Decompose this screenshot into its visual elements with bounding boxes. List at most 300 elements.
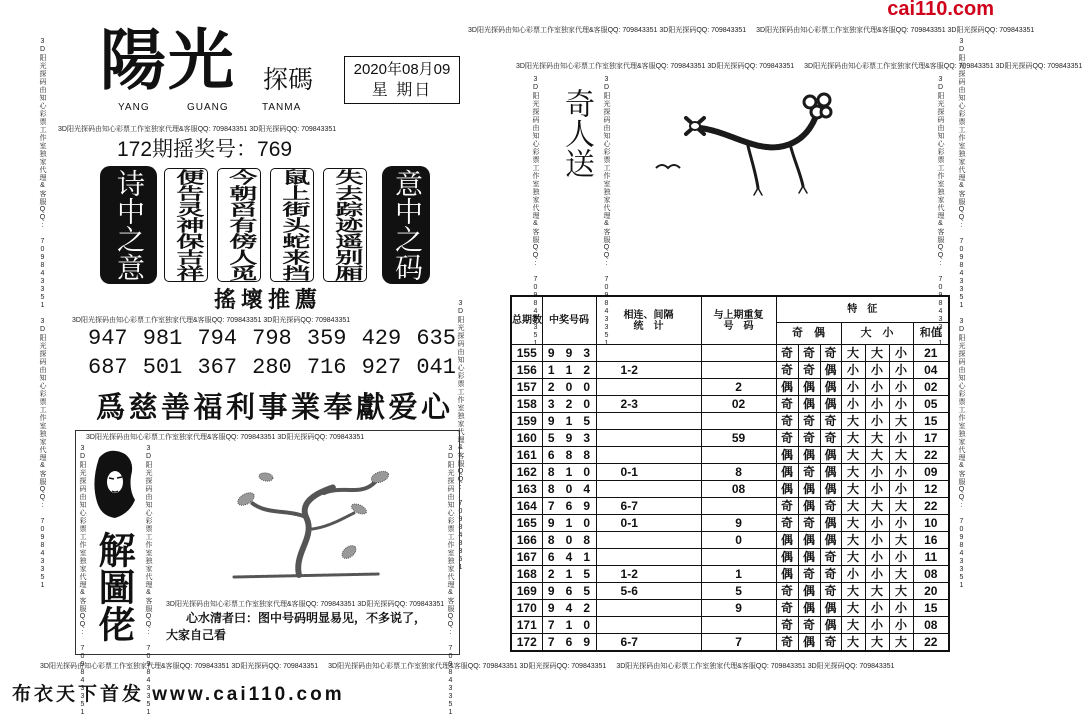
watermark-text: 3D阳光探码由知心彩票工作室独家代理&客服QQ: 709843351 <box>145 445 152 717</box>
repeat-cell: 08 <box>701 481 776 498</box>
recommend-number: 927 <box>361 355 402 380</box>
poem-column <box>270 168 314 282</box>
table-header-row <box>511 296 949 323</box>
size-cell: 小 <box>865 379 889 396</box>
table-row <box>511 549 949 566</box>
parity-cell: 偶 <box>820 464 841 481</box>
size-cell: 小 <box>889 515 913 532</box>
col-header-line: 号 码 <box>723 320 754 332</box>
parity-cell: 奇 <box>776 345 798 362</box>
sum-cell: 22 <box>913 634 949 652</box>
bird-panel-title: 奇人送 <box>560 88 593 178</box>
digit-cell: 3 <box>578 430 596 447</box>
parity-cell: 奇 <box>776 362 798 379</box>
sum-cell: 15 <box>913 600 949 617</box>
watermark-text: 3D阳光探码由知心彩票工作室独家代理&客服QQ: 709843351 3D阳光探码QQ: 709843351 <box>468 27 747 34</box>
parity-cell: 偶 <box>820 481 841 498</box>
parity-cell: 偶 <box>820 617 841 634</box>
draw-result-label: 172期摇奖号：769 <box>117 138 293 161</box>
sum-cell: 20 <box>913 583 949 600</box>
size-cell: 大 <box>889 498 913 515</box>
table-row <box>511 617 949 634</box>
logo-romanized-word: TANMA <box>262 102 302 113</box>
parity-cell: 偶 <box>776 566 798 583</box>
issue-cell: 168 <box>511 566 542 583</box>
digit-cell: 0 <box>578 464 596 481</box>
issue-cell: 157 <box>511 379 542 396</box>
table-row <box>511 413 949 430</box>
sum-cell: 22 <box>913 498 949 515</box>
digit-cell: 2 <box>578 600 596 617</box>
table-row <box>511 600 949 617</box>
watermark-line <box>72 317 452 325</box>
sum-cell: 09 <box>913 464 949 481</box>
digit-cell: 0 <box>578 379 596 396</box>
recommend-number: 716 <box>306 355 347 380</box>
size-cell: 小 <box>889 617 913 634</box>
size-cell: 大 <box>841 532 865 549</box>
parity-cell: 奇 <box>820 498 841 515</box>
parity-cell: 奇 <box>820 345 841 362</box>
repeat-cell: 9 <box>701 515 776 532</box>
digit-cell: 1 <box>560 464 578 481</box>
size-cell: 大 <box>889 532 913 549</box>
watermark-strip <box>531 76 540 348</box>
size-cell: 大 <box>841 634 865 652</box>
parity-cell: 偶 <box>798 583 820 600</box>
publisher-footer: 布衣天下首发 www.cai110.com <box>12 684 345 705</box>
table-row <box>511 498 949 515</box>
digit-cell: 2 <box>578 362 596 379</box>
size-cell: 大 <box>889 634 913 652</box>
digit-cell: 1 <box>560 566 578 583</box>
sum-cell: 08 <box>913 617 949 634</box>
parity-cell: 奇 <box>798 413 820 430</box>
col-header-line: 相连、间隔 <box>623 309 674 321</box>
size-cell: 大 <box>841 617 865 634</box>
table-row <box>511 481 949 498</box>
watermark-line <box>166 601 446 609</box>
issue-cell: 162 <box>511 464 542 481</box>
size-cell: 大 <box>841 464 865 481</box>
digit-cell: 1 <box>560 617 578 634</box>
size-cell: 大 <box>889 583 913 600</box>
issue-cell: 161 <box>511 447 542 464</box>
parity-cell: 奇 <box>776 413 798 430</box>
digit-cell: 6 <box>560 583 578 600</box>
repeat-cell <box>701 498 776 515</box>
branch <box>700 116 816 195</box>
digit-cell: 9 <box>560 345 578 362</box>
link-cell: 1-2 <box>596 362 701 379</box>
digit-cell: 8 <box>560 447 578 464</box>
size-cell: 小 <box>889 600 913 617</box>
sum-cell: 21 <box>913 345 949 362</box>
digit-cell: 6 <box>542 447 560 464</box>
size-cell: 小 <box>841 396 865 413</box>
digit-cell: 9 <box>578 634 596 652</box>
digit-cell: 5 <box>578 413 596 430</box>
digit-cell: 6 <box>560 634 578 652</box>
size-cell: 小 <box>865 413 889 430</box>
link-cell: 2-3 <box>596 396 701 413</box>
size-cell: 小 <box>865 464 889 481</box>
watermark-text: 3D阳光探码由知心彩票工作室独家代理&客服QQ: 709843351 3D阳光探码QQ: 709843351 <box>86 434 365 441</box>
size-cell: 小 <box>889 549 913 566</box>
repeat-cell: 59 <box>701 430 776 447</box>
watermark-text: 3D阳光探码由知心彩票工作室独家代理&客服QQ: 709843351 3D阳光探码QQ: 709843351 <box>166 601 445 608</box>
digit-cell: 4 <box>560 549 578 566</box>
recommend-title: 搖壞推薦 <box>214 287 323 312</box>
issue-cell: 170 <box>511 600 542 617</box>
watermark-text: 3D阳光探码由知心彩票工作室独家代理&客服QQ: 709843351 <box>39 38 46 310</box>
digit-cell: 1 <box>560 515 578 532</box>
size-cell: 大 <box>865 430 889 447</box>
recommend-number: 429 <box>361 326 402 351</box>
bird-branch-illustration <box>640 84 850 199</box>
digit-cell: 5 <box>578 583 596 600</box>
digit-cell: 5 <box>578 566 596 583</box>
digit-cell: 4 <box>578 481 596 498</box>
size-cell: 小 <box>841 379 865 396</box>
parity-cell: 偶 <box>776 532 798 549</box>
parity-cell: 偶 <box>776 481 798 498</box>
issue-cell: 165 <box>511 515 542 532</box>
parity-cell: 奇 <box>798 515 820 532</box>
puzzle-title: 解圖佬 <box>92 531 133 642</box>
issue-cell: 156 <box>511 362 542 379</box>
parity-cell: 偶 <box>820 447 841 464</box>
draw-history-table <box>510 295 950 652</box>
size-cell: 大 <box>841 600 865 617</box>
repeat-cell: 0 <box>701 532 776 549</box>
link-cell <box>596 447 701 464</box>
parity-cell: 奇 <box>776 515 798 532</box>
col-header-parity: 奇 偶 <box>776 323 841 345</box>
link-cell <box>596 379 701 396</box>
col-header-sum: 和值 <box>913 323 949 345</box>
sum-cell: 17 <box>913 430 949 447</box>
size-cell: 小 <box>889 464 913 481</box>
issue-cell: 172 <box>511 634 542 652</box>
poem-column <box>164 168 208 282</box>
size-cell: 大 <box>841 430 865 447</box>
flying-bird <box>656 165 680 168</box>
parity-cell: 偶 <box>820 515 841 532</box>
parity-cell: 奇 <box>776 583 798 600</box>
issue-cell: 160 <box>511 430 542 447</box>
poem-line: 今朝舀有傍人觅 <box>225 169 255 281</box>
watermark-text: 3D阳光探码由知心彩票工作室独家代理&客服QQ: 709843351 3D阳光探码QQ: 709843351 <box>756 27 1035 34</box>
logo-subtitle: 探碼 <box>263 67 314 94</box>
digit-cell: 8 <box>542 532 560 549</box>
parity-cell: 奇 <box>776 600 798 617</box>
watermark-text: 3D阳光探码由知心彩票工作室独家代理&客服QQ: 709843351 3D阳光探码QQ: 709843351 <box>804 63 1083 70</box>
size-cell: 大 <box>841 549 865 566</box>
parity-cell: 奇 <box>798 362 820 379</box>
table-row <box>511 362 949 379</box>
sum-cell: 02 <box>913 379 949 396</box>
watermark-strip <box>446 445 455 717</box>
parity-cell: 奇 <box>820 634 841 652</box>
parity-cell: 偶 <box>820 600 841 617</box>
recommend-number: 041 <box>416 355 456 380</box>
issue-cell: 158 <box>511 396 542 413</box>
watermark-strip-left <box>38 38 47 648</box>
digit-cell: 9 <box>542 583 560 600</box>
digit-cell: 0 <box>578 515 596 532</box>
link-cell: 6-7 <box>596 498 701 515</box>
size-cell: 小 <box>841 362 865 379</box>
repeat-cell: 8 <box>701 464 776 481</box>
digit-cell: 1 <box>542 362 560 379</box>
col-header-size: 大 小 <box>841 323 913 345</box>
size-cell: 大 <box>841 498 865 515</box>
sum-cell: 04 <box>913 362 949 379</box>
date-box <box>344 56 460 104</box>
watermark-text: 3D阳光探码由知心彩票工作室独家代理&客服QQ: 709843351 <box>937 76 944 348</box>
repeat-cell: 9 <box>701 600 776 617</box>
size-cell: 小 <box>889 362 913 379</box>
watermark-text: 3D阳光探码由知心彩票工作室独家代理&客服QQ: 709843351 <box>79 445 86 717</box>
size-cell: 大 <box>841 413 865 430</box>
watermark-strip <box>144 445 153 717</box>
recommend-number: 981 <box>142 326 183 351</box>
issue-cell: 155 <box>511 345 542 362</box>
repeat-cell: 02 <box>701 396 776 413</box>
digit-cell: 8 <box>542 464 560 481</box>
col-header-issue: 总期数 <box>511 296 542 345</box>
recommend-number: 798 <box>252 326 292 351</box>
digit-cell: 8 <box>578 532 596 549</box>
size-cell: 大 <box>865 345 889 362</box>
issue-cell: 166 <box>511 532 542 549</box>
site-brand-link[interactable]: cai110.com <box>887 0 994 20</box>
link-cell: 6-7 <box>596 634 701 652</box>
parity-cell: 偶 <box>798 600 820 617</box>
digit-cell: 0 <box>578 396 596 413</box>
table-row <box>511 515 949 532</box>
watermark-line <box>58 126 448 134</box>
digit-cell: 2 <box>542 379 560 396</box>
parity-cell: 奇 <box>776 498 798 515</box>
size-cell: 大 <box>865 447 889 464</box>
recommend-number: 501 <box>142 355 183 380</box>
watermark-text: 3D阳光探码由知心彩票工作室独家代理&客服QQ: 709843351 3D阳光探码QQ: 709843351 <box>72 317 351 324</box>
sum-cell: 22 <box>913 447 949 464</box>
watermark-text: 3D阳光探码由知心彩票工作室独家代理&客服QQ: 709843351 3D阳光探码QQ: 709843351 <box>616 663 895 670</box>
link-cell: 1-2 <box>596 566 701 583</box>
size-cell: 小 <box>841 566 865 583</box>
puzzle-comment: 心水清者曰：图中号码明显易见，不多说了， <box>186 611 427 625</box>
recommend-number: 687 <box>88 355 128 380</box>
digit-cell: 0 <box>560 481 578 498</box>
watermark-text: 3D阳光探码由知心彩票工作室独家代理&客服QQ: 709843351 <box>447 445 454 717</box>
size-cell: 小 <box>865 481 889 498</box>
watermark-text: 3D阳光探码由知心彩票工作室独家代理&客服QQ: 709843351 <box>532 76 539 348</box>
size-cell: 大 <box>865 583 889 600</box>
sum-cell: 16 <box>913 532 949 549</box>
table-body <box>511 345 949 652</box>
table-row <box>511 379 949 396</box>
watermark-line-top <box>468 27 1035 35</box>
size-cell: 小 <box>865 566 889 583</box>
parity-cell: 奇 <box>776 617 798 634</box>
table-row <box>511 345 949 362</box>
issue-cell: 163 <box>511 481 542 498</box>
poem-column <box>217 168 261 282</box>
watermark-text: 3D阳光探码由知心彩票工作室独家代理&客服QQ: 709843351 <box>603 76 610 348</box>
logo-title: 陽光 <box>100 25 236 98</box>
digit-cell: 1 <box>560 362 578 379</box>
digit-cell: 7 <box>542 498 560 515</box>
size-cell: 大 <box>889 413 913 430</box>
digit-cell: 1 <box>578 549 596 566</box>
recommend-row <box>88 327 456 351</box>
col-header-numbers: 中奖号码 <box>542 296 596 345</box>
digit-cell: 0 <box>560 379 578 396</box>
repeat-cell <box>701 617 776 634</box>
link-cell: 5-6 <box>596 583 701 600</box>
parity-cell: 偶 <box>798 447 820 464</box>
issue-cell: 169 <box>511 583 542 600</box>
table-row <box>511 634 949 652</box>
size-cell: 小 <box>865 549 889 566</box>
col-header-features: 特 征 <box>776 296 949 323</box>
link-cell <box>596 617 701 634</box>
repeat-cell <box>701 447 776 464</box>
digit-cell: 9 <box>542 600 560 617</box>
repeat-cell: 7 <box>701 634 776 652</box>
digit-cell: 1 <box>560 413 578 430</box>
issue-cell: 159 <box>511 413 542 430</box>
poem-column <box>323 168 367 282</box>
parity-cell: 奇 <box>820 413 841 430</box>
portrait-illustration <box>91 448 136 526</box>
size-cell: 大 <box>865 498 889 515</box>
size-cell: 小 <box>865 617 889 634</box>
link-cell <box>596 481 701 498</box>
poem-tag-right: 意中之码 <box>382 166 430 284</box>
col-header-repeat <box>701 296 776 345</box>
table-row <box>511 583 949 600</box>
parity-cell: 偶 <box>798 481 820 498</box>
size-cell: 大 <box>841 447 865 464</box>
link-cell <box>596 549 701 566</box>
digit-cell: 6 <box>560 498 578 515</box>
table-row <box>511 430 949 447</box>
watermark-strip <box>936 76 945 348</box>
parity-cell: 奇 <box>798 345 820 362</box>
digit-cell: 0 <box>578 617 596 634</box>
sum-cell: 12 <box>913 481 949 498</box>
watermark-line <box>86 434 451 442</box>
size-cell: 大 <box>841 345 865 362</box>
digit-cell: 7 <box>542 617 560 634</box>
digit-cell: 2 <box>542 566 560 583</box>
watermark-text: 3D阳光探码由知心彩票工作室独家代理&客服QQ: 709843351 3D阳光探码QQ: 709843351 <box>516 63 795 70</box>
charity-banner: 爲慈善福利事業奉獻爱心 <box>96 392 454 424</box>
recommend-number: 359 <box>306 326 347 351</box>
sum-cell: 10 <box>913 515 949 532</box>
watermark-strip <box>78 445 87 717</box>
poem-line: 失去踪迹遥别厢 <box>331 169 361 281</box>
digit-cell: 5 <box>542 430 560 447</box>
issue-cell: 171 <box>511 617 542 634</box>
watermark-line-bottom <box>40 663 955 671</box>
watermark-text: 3D阳光探码由知心彩票工作室独家代理&客服QQ: 709843351 <box>457 300 464 572</box>
digit-cell: 8 <box>578 447 596 464</box>
parity-cell: 偶 <box>820 362 841 379</box>
size-cell: 小 <box>889 430 913 447</box>
logo-romanized-word: GUANG <box>187 102 229 113</box>
recommend-number: 794 <box>197 326 238 351</box>
poem-line: 便告灵神保吉祥 <box>172 169 202 281</box>
digit-cell: 4 <box>560 600 578 617</box>
size-cell: 小 <box>889 345 913 362</box>
repeat-cell <box>701 549 776 566</box>
size-cell: 小 <box>865 396 889 413</box>
watermark-text: 3D阳光探码由知心彩票工作室独家代理&客服QQ: 709843351 3D阳光探码QQ: 709843351 <box>58 126 337 133</box>
digit-cell: 3 <box>578 345 596 362</box>
col-header-links <box>596 296 701 345</box>
watermark-strip <box>602 76 611 348</box>
parity-cell: 偶 <box>820 396 841 413</box>
parity-cell: 偶 <box>798 396 820 413</box>
size-cell: 小 <box>865 600 889 617</box>
col-header-line: 统 计 <box>633 320 664 332</box>
recommend-number: 280 <box>252 355 292 380</box>
digit-cell: 9 <box>542 413 560 430</box>
recommend-number: 947 <box>88 326 128 351</box>
parity-cell: 偶 <box>798 498 820 515</box>
size-cell: 小 <box>889 481 913 498</box>
parity-cell: 奇 <box>798 430 820 447</box>
parity-cell: 奇 <box>798 566 820 583</box>
issue-cell: 167 <box>511 549 542 566</box>
parity-cell: 奇 <box>820 566 841 583</box>
table-row <box>511 396 949 413</box>
puzzle-comment: 大家自己看 <box>166 628 227 642</box>
sum-cell: 08 <box>913 566 949 583</box>
link-cell <box>596 532 701 549</box>
parity-cell: 偶 <box>820 532 841 549</box>
parity-cell: 偶 <box>798 379 820 396</box>
watermark-line <box>516 63 1083 71</box>
digit-cell: 6 <box>542 549 560 566</box>
watermark-text: 3D阳光探码由知心彩票工作室独家代理&客服QQ: 709843351 <box>39 318 46 590</box>
parity-cell: 偶 <box>820 379 841 396</box>
digit-cell: 9 <box>542 515 560 532</box>
digit-cell: 2 <box>560 396 578 413</box>
parity-cell: 偶 <box>798 549 820 566</box>
col-header-line: 与上期重复 <box>713 309 764 321</box>
repeat-cell: 1 <box>701 566 776 583</box>
size-cell: 小 <box>889 396 913 413</box>
recommend-row <box>88 356 456 380</box>
link-cell <box>596 600 701 617</box>
table-row <box>511 566 949 583</box>
size-cell: 大 <box>865 634 889 652</box>
watermark-text: 3D阳光探码由知心彩票工作室独家代理&客服QQ: 709843351 3D阳光探码QQ: 709843351 <box>328 663 607 670</box>
parity-cell: 奇 <box>776 634 798 652</box>
size-cell: 小 <box>889 379 913 396</box>
parity-cell: 偶 <box>776 549 798 566</box>
parity-cell: 奇 <box>776 430 798 447</box>
digit-cell: 7 <box>542 634 560 652</box>
link-cell <box>596 345 701 362</box>
size-cell: 大 <box>841 481 865 498</box>
